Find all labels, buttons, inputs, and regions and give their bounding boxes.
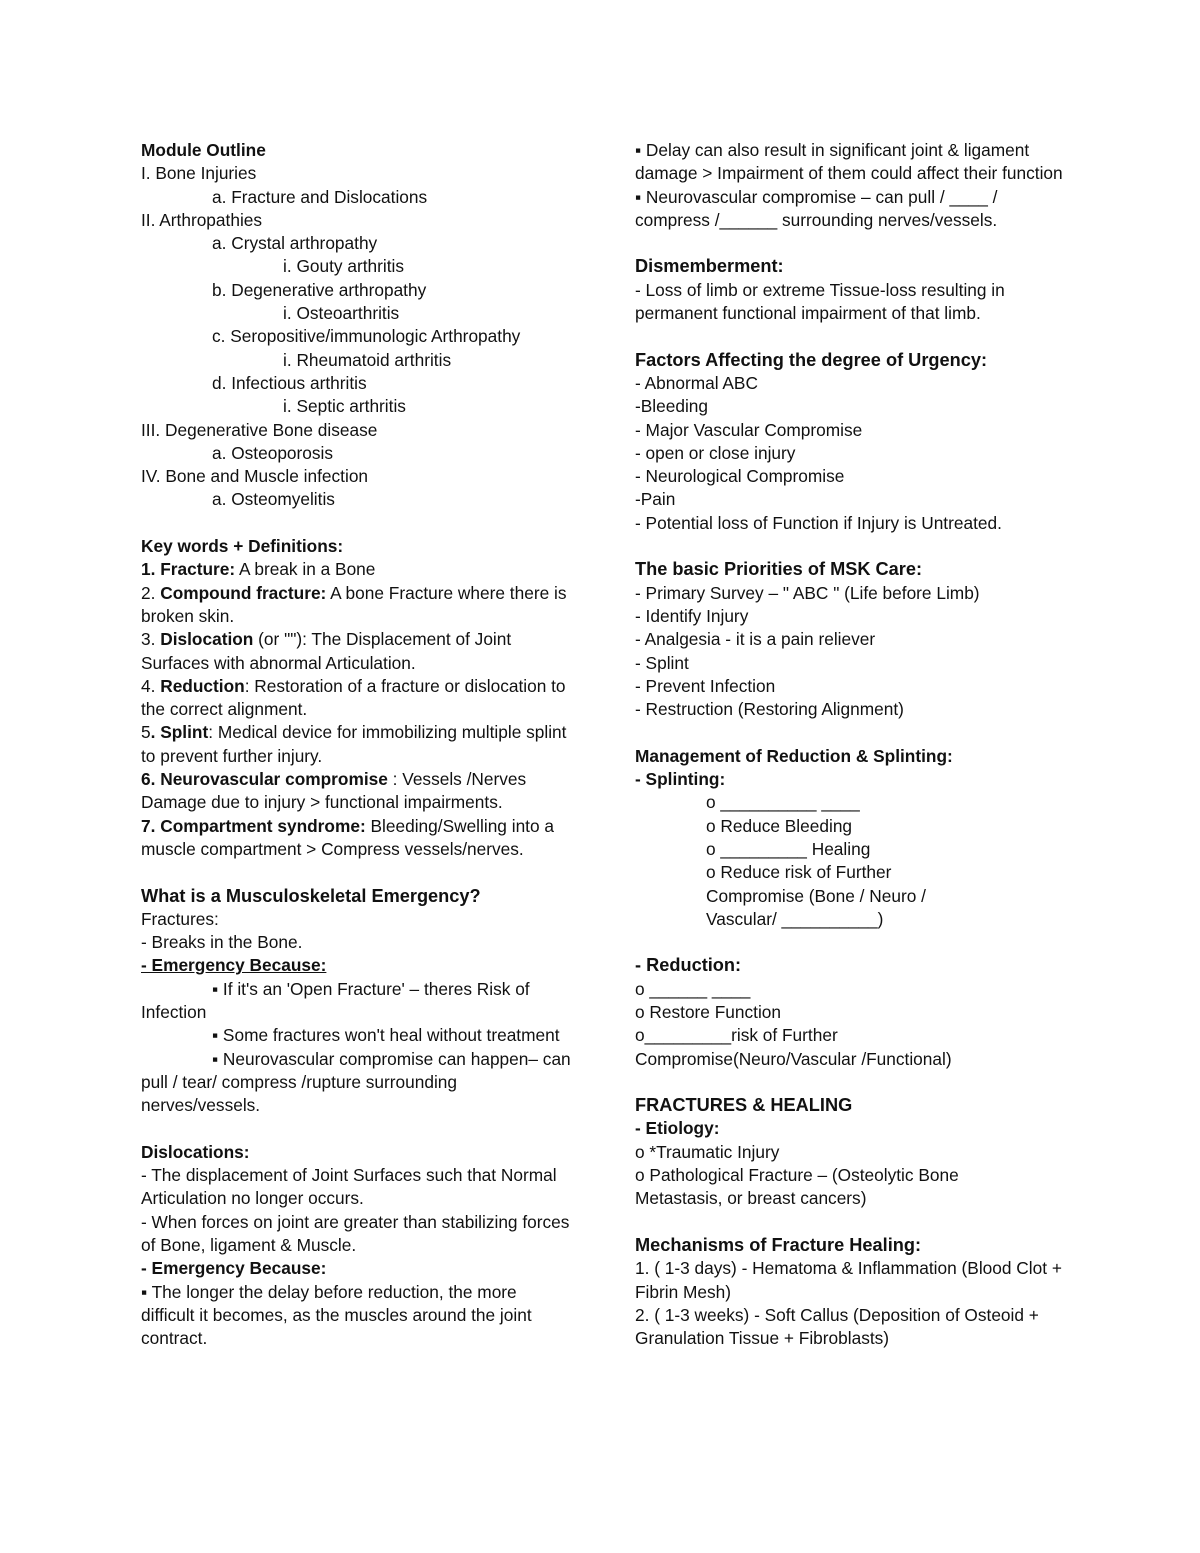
outline-item: b. Degenerative arthropathy [212,279,427,300]
keyword-term: . Splint [150,722,209,743]
fractures-text: - Breaks in the Bone. [141,932,303,953]
keyword-number: 5 [141,722,151,743]
keyword-term: Dislocation [160,629,254,650]
emergency-reason: ▪ Some fractures won't heal without treatment [212,1025,560,1046]
fractures-healing-heading: FRACTURES & HEALING [635,1095,853,1116]
list-item: - Splint [635,652,689,673]
keyword-text: A bone Fracture where there is broken skin. [141,582,567,626]
emergency-because-label: - Emergency Because: [141,955,327,976]
keyword-text: (or ""): The Displacement of Joint Surfaces with abnormal Articulation. [141,629,512,673]
outline-item: II. Arthropathies [141,209,263,230]
dislocation-text: - When forces on joint are greater than stabilizing forces of Bone, ligament & Muscle. [141,1211,570,1255]
keyword-text: Bleeding/Swelling into a muscle compartment > Compress vessels/nerves. [141,815,554,859]
keyword-text: : Restoration of a fracture or dislocation to the correct alignment. [141,675,566,720]
list-item: -Pain [635,489,676,510]
msk-emergency-heading: What is a Musculoskeletal Emergency? [141,885,481,906]
outline-item: a. Fracture and Dislocations [212,186,428,207]
keyword-definition [141,675,571,722]
keyword-definition [141,558,571,581]
keyword-term: 7. Compartment syndrome: [141,815,366,836]
list-item: - Neurological Compromise [635,466,845,487]
keyword-text: A break in a Bone [235,559,376,580]
list-item: o Reduce risk of Further Compromise (Bone / Neuro / Vascular/ __________) [706,862,926,929]
outline-item: III. Degenerative Bone disease [141,419,378,440]
keyword-text: : Medical device for immobilizing multiple splint to prevent further injury. [141,722,567,766]
keyword-term: Compound fracture: [160,582,327,603]
urgency-factors-heading: Factors Affecting the degree of Urgency: [635,349,988,370]
list-item: o_________risk of Further Compromise(Neuro/Vascular /Functional) [635,1025,952,1069]
list-item: - Potential loss of Function if Injury is Untreated. [635,512,1002,533]
list-item: o Pathological Fracture – (Osteolytic Bone Metastasis, or breast cancers) [635,1165,959,1209]
list-item: - Restruction (Restoring Alignment) [635,699,904,720]
right-column [635,139,1065,1350]
dislocation-text: - The displacement of Joint Surfaces such that Normal Articulation no longer occurs. [141,1165,557,1209]
outline-item: c. Seropositive/immunologic Arthropathy [212,326,521,347]
emergency-reason: ▪ If it's an 'Open Fracture' – theres Risk of Infection [141,978,530,1022]
keyword-text: : Vessels /Nerves Damage due to injury > functional impairments. [141,769,527,813]
list-item: o _________ Healing [706,838,871,859]
emergency-reason: ▪ Delay can also result in significant joint & ligament damage > Impairment of them could affect their function [635,140,1063,184]
outline-item: i. Septic arthritis [283,396,406,417]
list-item: o Reduce Bleeding [706,815,853,836]
keyword-definition [141,628,571,675]
emergency-reason: ▪ Neurovascular compromise can happen– can pull / tear/ compress /rupture surrounding nerves/vessels. [141,1048,571,1116]
keyword-definition [141,582,571,629]
list-item: 2. ( 1-3 weeks) - Soft Callus (Deposition of Osteoid + Granulation Tissue + Fibroblasts) [635,1304,1039,1349]
keyword-definition [141,768,571,815]
outline-item: i. Gouty arthritis [283,256,405,277]
keyword-number: 4. [141,675,161,696]
dismemberment-text: - Loss of limb or extreme Tissue-loss resulting in permanent functional impairment of that limb. [635,279,1005,324]
list-item: - Identify Injury [635,605,749,626]
list-item: - open or close injury [635,442,796,463]
list-item: o __________ ____ [706,792,860,813]
healing-mechanisms-heading: Mechanisms of Fracture Healing: [635,1234,922,1255]
outline-item: i. Rheumatoid arthritis [283,349,452,370]
splinting-label: - Splinting: [635,769,726,790]
priorities-heading: The basic Priorities of MSK Care: [635,559,923,580]
emergency-reason: ▪ The longer the delay before reduction, the more difficult it becomes, as the muscles around the joint contract. [141,1281,532,1349]
outline-item: a. Osteomyelitis [212,489,335,510]
keyword-number: 2. [141,582,161,603]
list-item: - Abnormal ABC [635,372,758,393]
keywords-heading: Key words + Definitions: [141,536,344,557]
outline-item: a. Osteoporosis [212,442,334,463]
management-heading: Management of Reduction & Splinting: [635,745,953,766]
reduction-label: - Reduction: [635,955,742,976]
keyword-number: 3. [141,629,161,650]
list-item: - Prevent Infection [635,675,776,696]
etiology-label: - Etiology: [635,1118,720,1139]
outline-item: IV. Bone and Muscle infection [141,466,369,487]
keyword-term: 1. Fracture: [141,559,236,580]
keyword-term: 6. Neurovascular compromise [141,769,388,790]
keyword-definition [141,721,571,768]
list-item: - Primary Survey – " ABC " (Life before Limb) [635,582,980,603]
list-item: o ______ ____ [635,978,751,999]
list-item: - Analgesia - it is a pain reliever [635,629,876,650]
list-item: o *Traumatic Injury [635,1141,780,1162]
dislocations-heading: Dislocations: [141,1141,250,1162]
emergency-reason: ▪ Neurovascular compromise – can pull / ____ / compress /______ surrounding nerves/vessels. [635,186,998,230]
outline-item: I. Bone Injuries [141,163,257,184]
keyword-definition [141,815,571,862]
list-item: o Restore Function [635,1001,782,1022]
outline-item: a. Crystal arthropathy [212,233,378,254]
keyword-term: Reduction [160,675,245,696]
emergency-because-label: - Emergency Because: [141,1258,327,1279]
list-item: - Major Vascular Compromise [635,419,863,440]
dismemberment-heading: Dismemberment: [635,256,784,277]
fractures-label: Fractures: [141,908,219,929]
list-item: 1. ( 1-3 days) - Hematoma & Inflammation (Blood Clot + Fibrin Mesh) [635,1258,1062,1302]
outline-item: d. Infectious arthritis [212,372,367,393]
outline-item: i. Osteoarthritis [283,303,400,324]
left-column [141,139,571,1350]
module-outline-heading: Module Outline [141,140,266,160]
list-item: -Bleeding [635,396,709,417]
